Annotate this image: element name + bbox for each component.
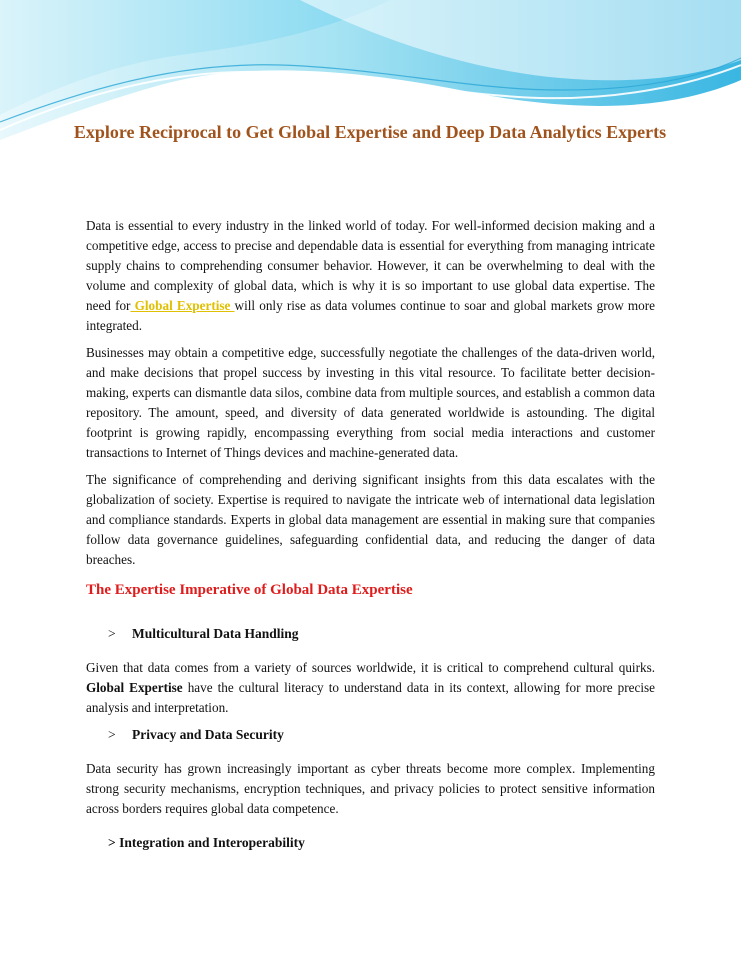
page-title: Explore Reciprocal to Get Global Expertise and Deep Data Analytics Experts — [73, 122, 667, 142]
section-heading: The Expertise Imperative of Global Data Expertise — [86, 582, 413, 598]
chevron-right-icon: > — [108, 727, 116, 742]
bullet-body-privacy: Data security has grown increasingly important as cyber threats become more complex. Implementing strong security mechanisms, encryption techniques, and privacy policies to protect sensitive information across borders requires global data competence. — [86, 761, 655, 816]
chevron-right-icon: > — [108, 835, 116, 850]
global-expertise-bold-term: Global Expertise — [86, 680, 183, 695]
bullet-body-text: Given that data comes from a variety of sources worldwide, it is critical to comprehend cultural quirks. — [86, 660, 655, 675]
global-expertise-link[interactable]: Global Expertise — [130, 298, 235, 313]
bullet-heading-integration — [108, 833, 655, 853]
bullet-body-multicultural — [86, 658, 655, 718]
bullet-heading-text: Privacy and Data Security — [132, 727, 284, 742]
article-body — [86, 216, 655, 853]
bullet-body-text-end: have the cultural literacy to understand data in its context, allowing for more precise analysis and interpretation. — [86, 680, 655, 715]
bullet-heading-multicultural — [108, 624, 655, 644]
intro-paragraph-3: The significance of comprehending and deriving significant insights from this data escalates with the globalization of society. Expertise is required to navigate the intricate web of international data legislation and compliance standards. Experts in global data management are essential in making sure that companies follow data governance guidelines, safeguarding confidential data, and reducing the danger of data breaches. — [86, 472, 655, 567]
intro-paragraph-1-text-end: will only rise as data volumes continue to soar and global markets grow more integrated. — [86, 298, 655, 333]
chevron-right-icon: > — [108, 626, 116, 641]
intro-paragraph-2: Businesses may obtain a competitive edge, successfully negotiate the challenges of the data-driven world, and make decisions that propel success by investing in this vital resource. To facilitate better decision-making, experts can dismantle data silos, combine data from multiple sources, and establish a common data repository. The amount, speed, and diversity of data generated worldwide is astounding. The digital footprint is growing rapidly, encompassing everything from social media interactions and customer transactions to Internet of Things devices and machine-generated data. — [86, 345, 655, 460]
bullet-heading-privacy — [108, 725, 655, 745]
bullet-heading-text: Multicultural Data Handling — [132, 626, 299, 641]
intro-paragraph-1 — [86, 216, 655, 336]
bullet-heading-text: Integration and Interoperability — [119, 835, 305, 850]
intro-paragraph-1-text: Data is essential to every industry in the linked world of today. For well-informed decision making and a competitive edge, access to precise and dependable data is essential for everything from managing intricate supply chains to comprehending consumer behavior. However, it can be overwhelming to deal with the volume and complexity of global data, which is why it is so important to use global data expertise. The need for — [86, 218, 655, 313]
